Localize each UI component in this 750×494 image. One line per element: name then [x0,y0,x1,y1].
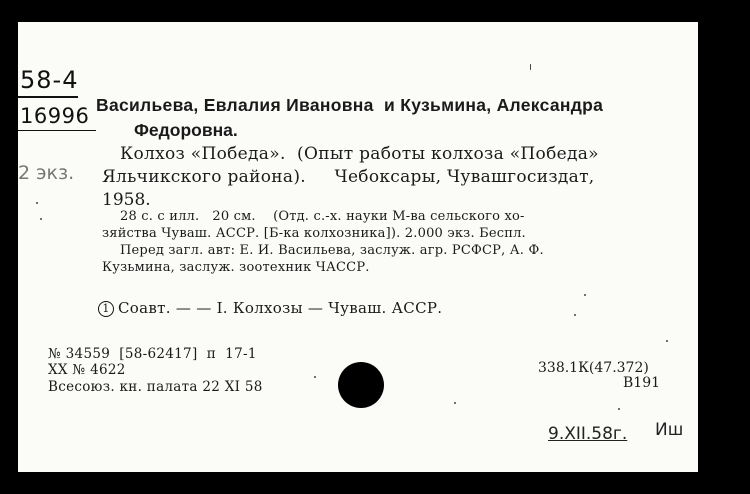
ink-speck [314,376,316,378]
author-mark: В191 [623,375,661,391]
inventory-number: 16996 [20,104,90,128]
ink-speck [454,402,456,404]
call-number-underline [18,96,78,98]
ink-speck [40,218,42,220]
copies-note: 2 экз. [18,162,75,184]
tracing-line [98,299,442,317]
title-line-3: 1958. [102,190,151,210]
author-line-2: Федоровна. [134,120,238,140]
author-line-1: Васильева, Евлалия Ивановна и Кузьмина, Александра [96,95,604,115]
publisher-chamber: Всесоюз. кн. палата 22 XI 58 [48,379,263,395]
catalog-card [18,22,698,472]
title-line-2: Яльчикского района). Чебоксары, Чувашгосиздат, [102,167,595,187]
tracing-number: 1 [98,301,114,317]
inventory-underline [18,130,96,131]
classification-code: 338.1К(47.372) [538,360,649,376]
registration-number: № 34559 [58-62417] п 17-1 [48,346,257,362]
ink-speck [666,340,668,342]
ink-speck [618,408,620,410]
description-line-1: 28 с. с илл. 20 см. (Отд. с.-х. науки М-ва сельского хо- [120,209,525,224]
punch-hole [338,362,384,408]
description-line-4: Кузьмина, заслуж. зоотехник ЧАССР. [102,260,370,275]
order-number: XX № 4622 [48,362,126,378]
call-number: 58-4 [20,66,79,94]
description-line-2: зяйства Чуваш. АССР. [Б-ка колхозника]). 2.000 экз. Беспл. [102,226,526,241]
title-line-1: Колхоз «Победа». (Опыт работы колхоза «Победа» [120,144,599,164]
ink-speck [36,202,38,204]
tracing-text: Соавт. — — I. Колхозы — Чуваш. АССР. [118,299,443,317]
ink-speck [574,314,576,316]
description-line-3: Перед загл. авт: Е. И. Васильева, заслуж. агр. РСФСР, А. Ф. [120,243,544,258]
ink-speck [530,64,531,70]
handwritten-mark: Иш [655,420,684,440]
handwritten-date: 9.XII.58г. [548,424,628,444]
ink-speck [584,294,586,296]
